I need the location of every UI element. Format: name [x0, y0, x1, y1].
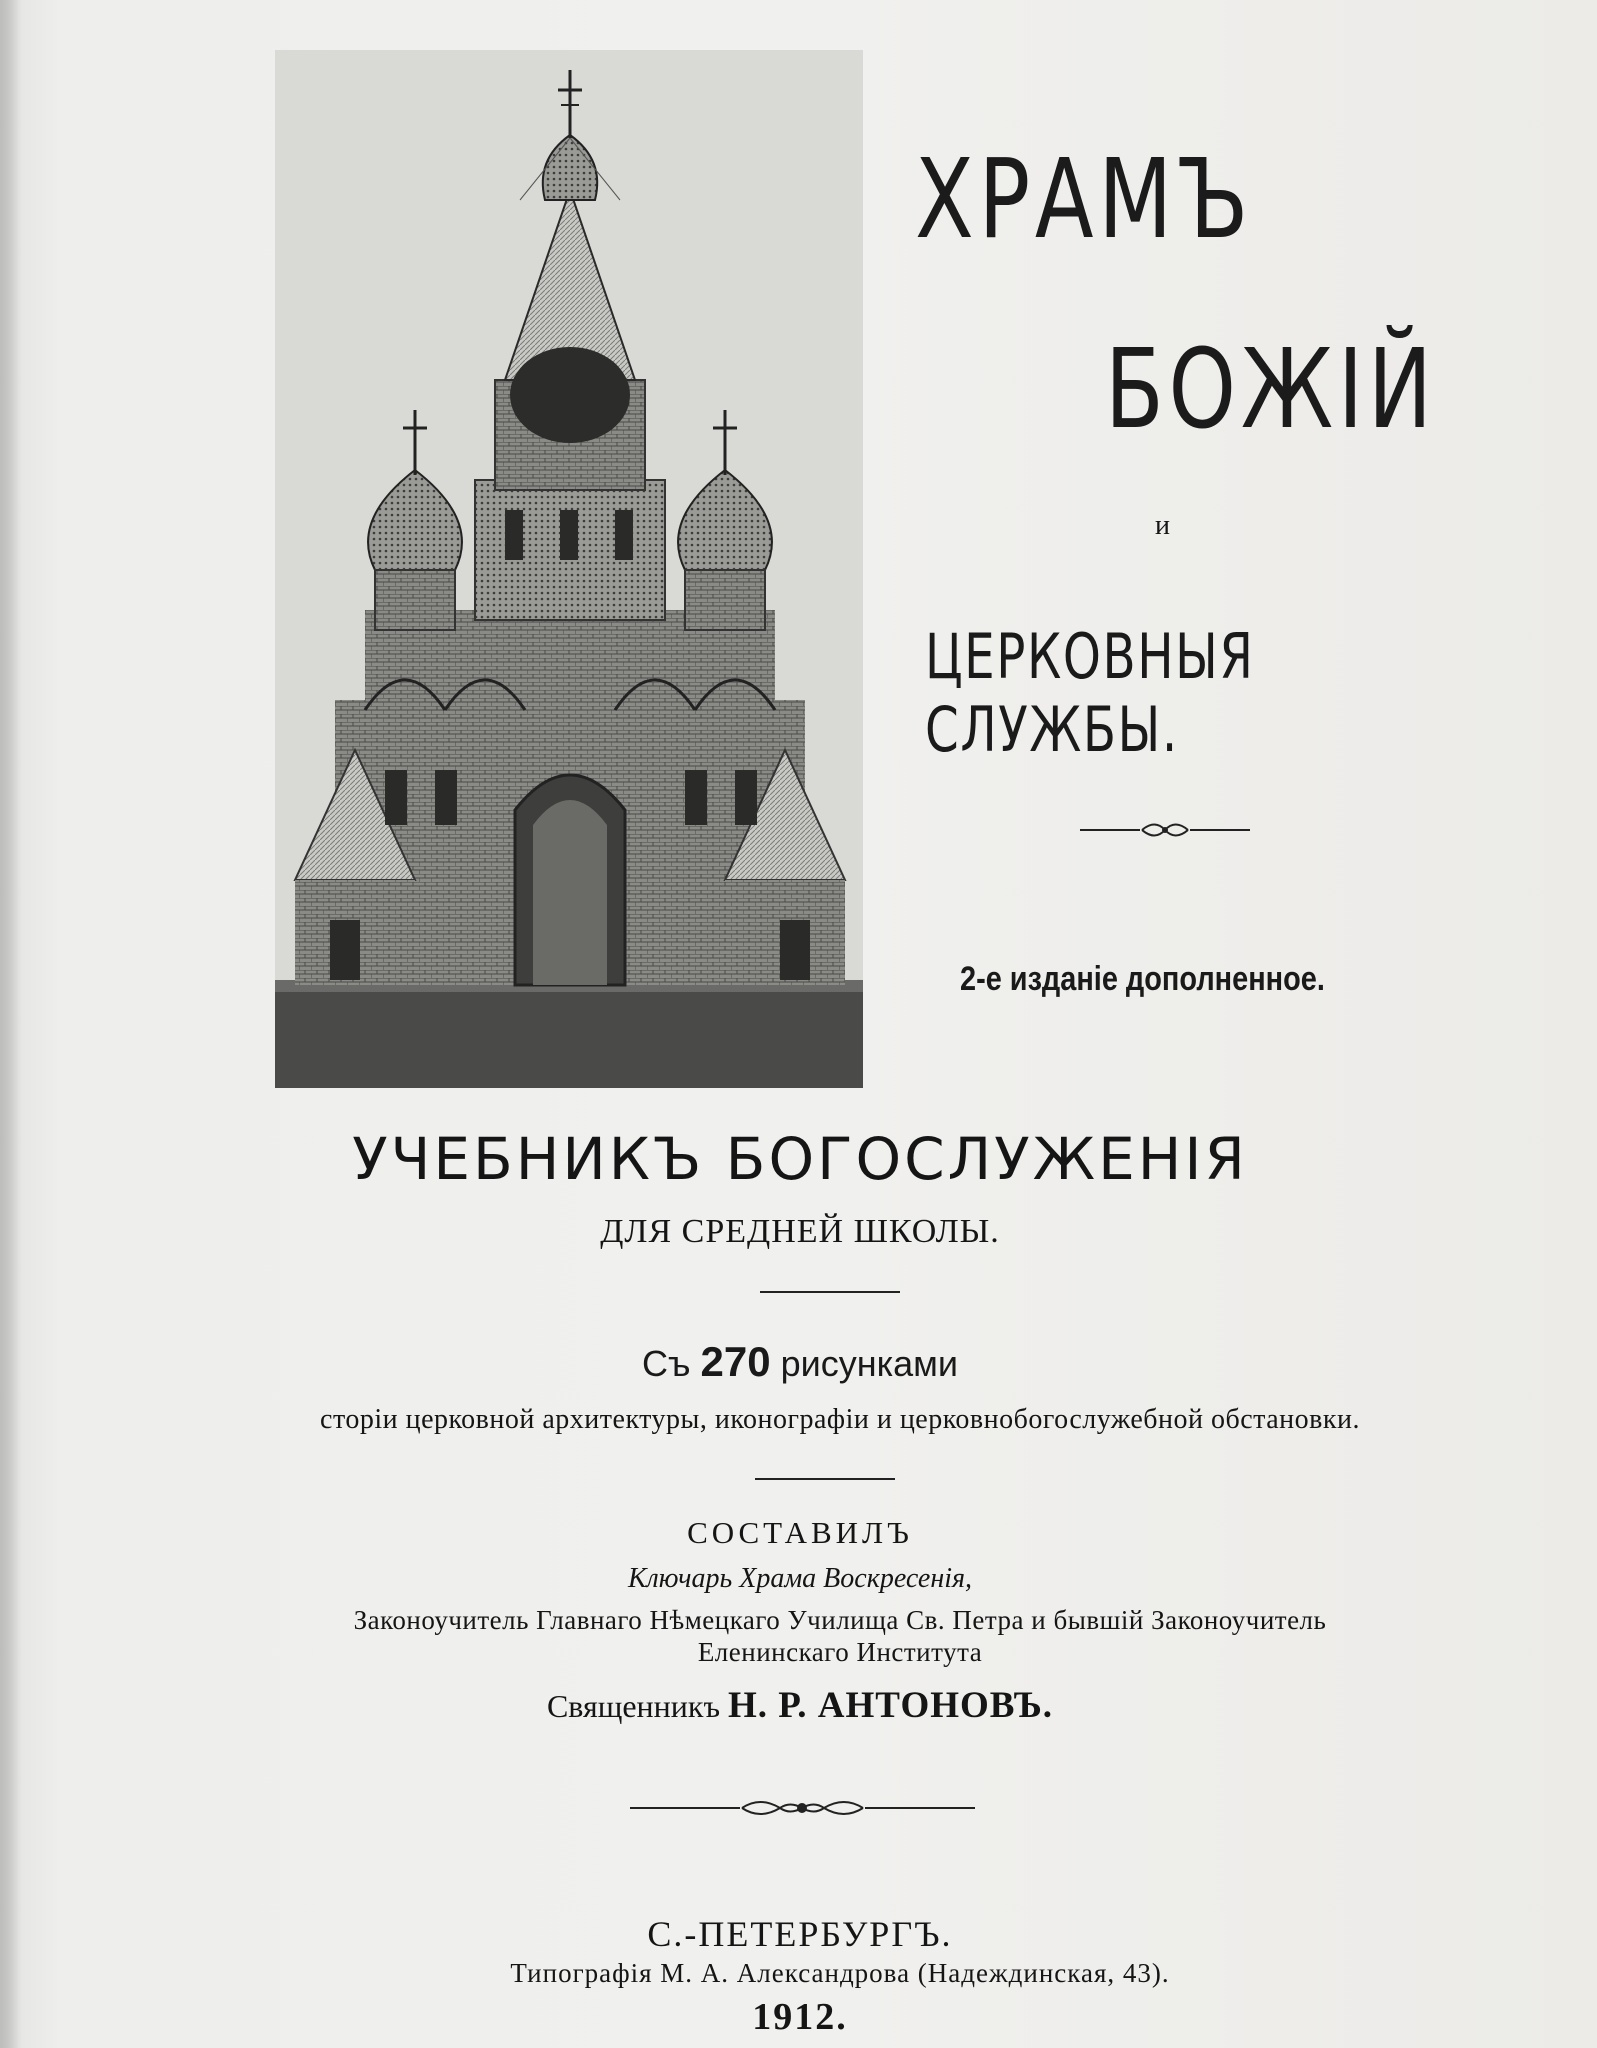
figures-suffix: рисунками — [780, 1343, 959, 1384]
ornament-divider-top — [1080, 815, 1250, 845]
author-affiliation — [240, 1604, 1440, 1668]
church-engraving — [275, 50, 863, 1088]
figures-prefix: Съ — [641, 1343, 691, 1384]
author-name-line — [300, 1684, 1300, 1727]
compiled-by: СОСТАВИЛЪ — [687, 1515, 913, 1550]
figures-line — [300, 1338, 1300, 1386]
author-affiliation-line-1: Законоучитель Главнаго Нѣмецкаго Училища Св. Петра и бывшій Законоучитель — [353, 1605, 1327, 1635]
school-subtitle: ДЛЯ СРЕДНЕЙ ШКОЛЫ. — [600, 1213, 1000, 1250]
rule-divider-2 — [755, 1475, 895, 1483]
author-position: Ключарь Храма Воскресенія, — [627, 1563, 973, 1594]
title-line-2: БОЖІЙ — [1105, 325, 1437, 453]
author-name: Н. Р. АНТОНОВЪ. — [728, 1685, 1054, 1726]
publication-city: С.-ПЕТЕРБУРГЪ. — [647, 1914, 953, 1954]
title-line-3: ЦЕРКОВНЫЯ СЛУЖБЫ. — [925, 620, 1255, 766]
title-line-1: ХРАМЪ — [915, 135, 1254, 263]
rule-divider-1 — [760, 1288, 900, 1296]
figures-count: 270 — [700, 1338, 771, 1385]
printer-line: Типографія М. А. Александрова (Надеждинская, 43). — [510, 1958, 1170, 1988]
page-gutter-shadow — [0, 0, 22, 2048]
edition-note: 2-е изданіе дополненное. — [960, 960, 1325, 998]
title-conjunction: и — [1155, 510, 1170, 541]
author-title: Священникъ — [546, 1688, 720, 1724]
author-affiliation-line-2: Еленинскаго Института — [697, 1637, 983, 1667]
history-line: сторіи церковной архитектуры, иконографіи и церковнобогослужебной обстановки. — [320, 1404, 1360, 1435]
textbook-title: УЧЕБНИКЪ БОГОСЛУЖЕНІЯ — [352, 1125, 1248, 1193]
ornament-divider-bottom — [630, 1793, 975, 1823]
publication-year: 1912. — [752, 1996, 848, 2038]
